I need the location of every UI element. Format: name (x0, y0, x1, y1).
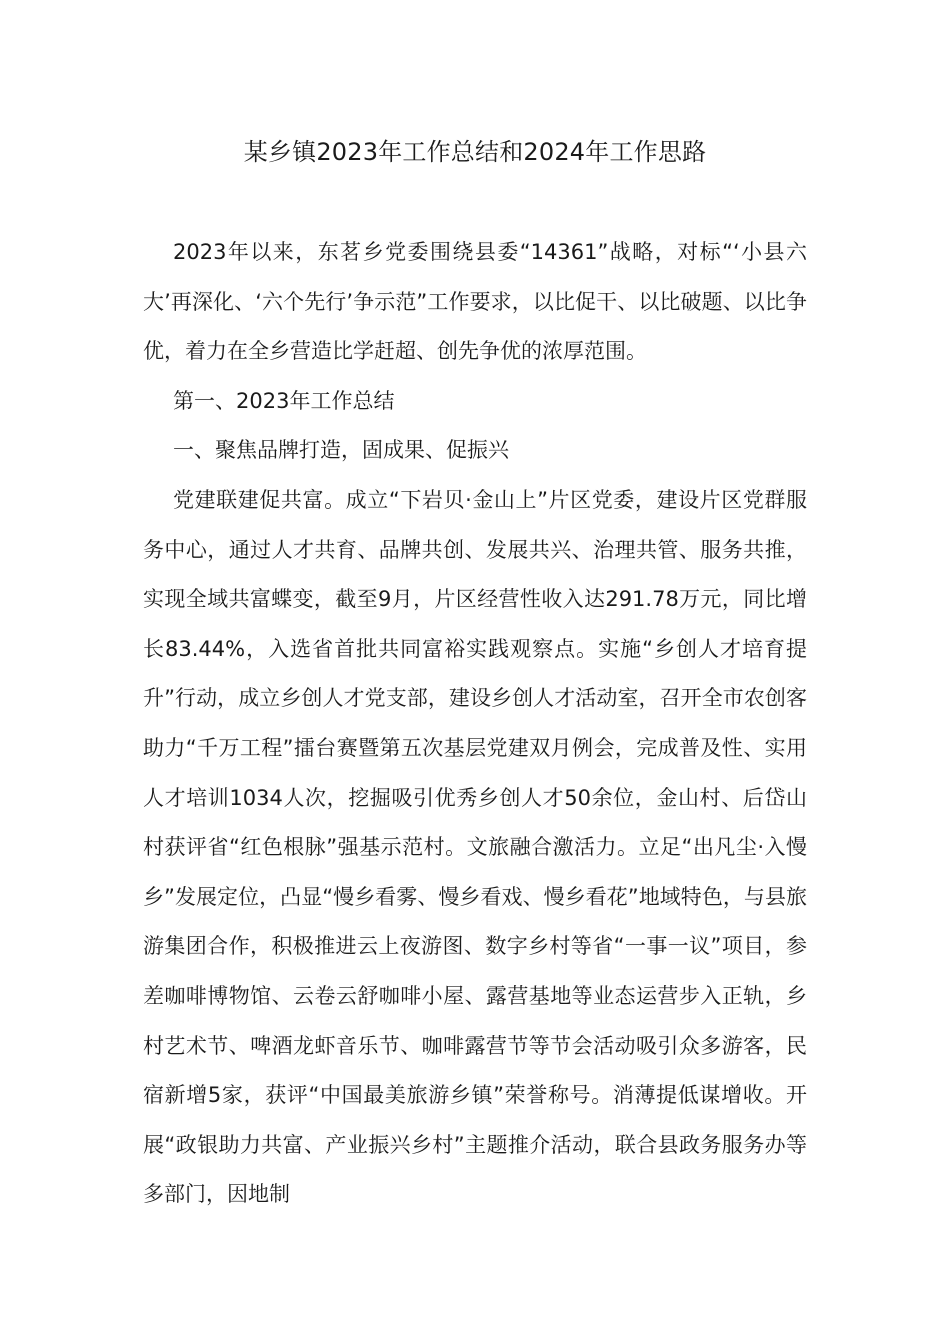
body-paragraph: 党建联建促共富。成立“下岩贝·金山上”片区党委，建设片区党群服务中心，通过人才共育、品牌共创、发展共兴、治理共管、服务共推，实现全域共富蝶变，截至9月，片区经营性收入达291.78万元，同比增长83.44%，入选省首批共同富裕实践观察点。实施“乡创人才培育提升”行动，成立乡创人才党支部，建设乡创人才活动室，召开全市农创客助力“千万工程”擂台赛暨第五次基层党建双月例会，完成普及性、实用人才培训1034人次，挖掘吸引优秀乡创人才50余位，金山村、后岱山村获评省“红色根脉”强基示范村。文旅融合激活力。立足“出凡尘·入慢乡”发展定位，凸显“慢乡看雾、慢乡看戏、慢乡看花”地域特色，与县旅游集团合作，积极推进云上夜游图、数字乡村等省“一事一议”项目，参差咖啡博物馆、云卷云舒咖啡小屋、露营基地等业态运营步入正轨，乡村艺术节、啤酒龙虾音乐节、咖啡露营节等节会活动吸引众多游客，民宿新增5家，获评“中国最美旅游乡镇”荣誉称号。消薄提低谋增收。开展“政银助力共富、产业振兴乡村”主题推介活动，联合县政务服务办等多部门，因地制 (143, 487, 807, 1207)
document-title: 某乡镇2023年工作总结和2024年工作思路 (243, 138, 707, 166)
document-body (143, 228, 807, 1220)
intro-paragraph: 2023年以来，东茗乡党委围绕县委“14361”战略，对标“‘小县六大’再深化、‘六个先行’争示范”工作要求，以比促干、以比破题、以比争优，着力在全乡营造比学赶超、创先争优的浓厚范围。 (143, 240, 807, 364)
section-heading: 第一、2023年工作总结 (173, 388, 395, 413)
subsection-heading: 一、聚焦品牌打造，固成果、促振兴 (173, 438, 509, 463)
